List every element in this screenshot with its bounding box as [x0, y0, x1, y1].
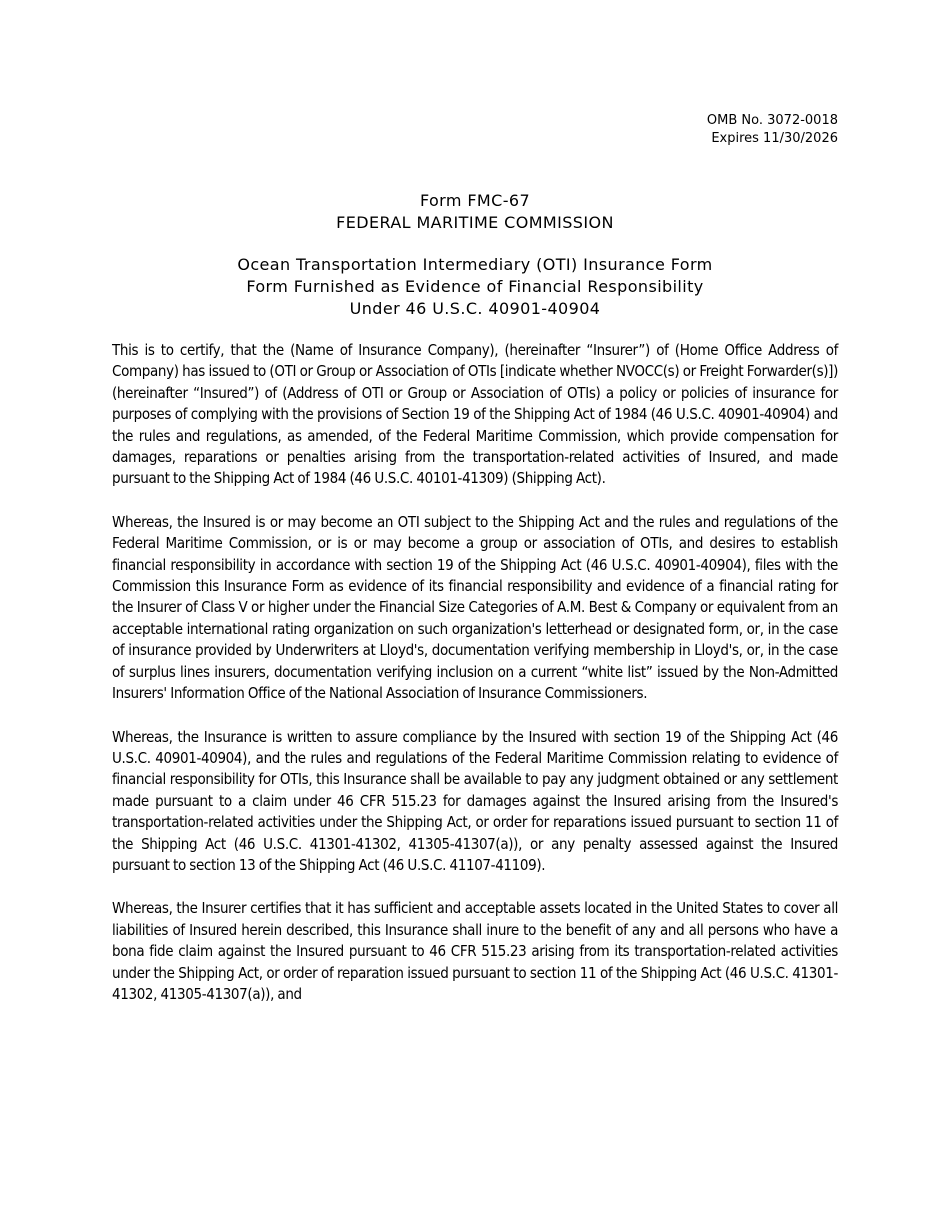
- form-title-line-2: Form Furnished as Evidence of Financial Responsibility: [246, 277, 704, 296]
- form-header: [112, 190, 838, 320]
- agency-name: FEDERAL MARITIME COMMISSION: [336, 213, 614, 232]
- form-title-line-1: Ocean Transportation Intermediary (OTI) Insurance Form: [237, 255, 713, 274]
- paragraph-whereas-insurer: Whereas, the Insurer certifies that it has sufficient and acceptable assets located in the United States to cover all liabilities of Insured herein described, this Insurance shall inure to the benefit of any and all persons who have a bona fide claim against the Insured pursuant to 46 CFR 515.23 arising from its transportation-related activities under the Shipping Act, or order of reparation issued pursuant to section 11 of the Shipping Act (46 U.S.C. 41301-41302, 41305-41307(a)), and: [112, 899, 838, 1003]
- omb-control-block: [707, 112, 838, 148]
- paragraph-whereas-insured: Whereas, the Insured is or may become an OTI subject to the Shipping Act and the rules and regulations of the Federal Maritime Commission, or is or may become a group or association of OTIs, and desires to establish financial responsibility in accordance with section 19 of the Shipping Act (46 U.S.C. 40901-40904), files with the Commission this Insurance Form as evidence of its financial responsibility and evidence of a financial rating for the Insurer of Class V or higher under the Financial Size Categories of A.M. Best & Company or equivalent from an acceptable international rating organization on such organization's letterhead or designated form, or, in the case of insurance provided by Underwriters at Lloyd's, documentation verifying membership in Lloyd's, or, in the case of surplus lines insurers, documentation verifying inclusion on a current “white list” issued by the Non-Admitted Insurers' Information Office of the National Association of Insurance Commissioners.: [112, 512, 838, 703]
- form-body: [112, 340, 838, 1027]
- omb-expiration-date: Expires 11/30/2026: [711, 131, 838, 146]
- form-title-line-3: Under 46 U.S.C. 40901-40904: [349, 299, 601, 318]
- paragraph-whereas-insurance: Whereas, the Insurance is written to assure compliance by the Insured with section 19 of the Shipping Act (46 U.S.C. 40901-40904), and the rules and regulations of the Federal Maritime Commission relating to evidence of financial responsibility for OTIs, this Insurance shall be available to pay any judgment obtained or any settlement made pursuant to a claim under 46 CFR 515.23 for damages against the Insured arising from the Insured's transportation-related activities under the Shipping Act, or order for reparations issued pursuant to section 11 of the Shipping Act (46 U.S.C. 41301-41302, 41305-41307(a)), or any penalty assessed against the Insured pursuant to section 13 of the Shipping Act (46 U.S.C. 41107-41109).: [112, 727, 838, 874]
- paragraph-certification: This is to certify, that the (Name of Insurance Company), (hereinafter “Insurer”) of (Home Office Address of Company) has issued to (OTI or Group or Association of OTIs [indicate whether NVOCC(s) or Freight Forwarder(s)]) (hereinafter “Insured”) of (Address of OTI or Group or Association of OTIs) a policy or policies of insurance for purposes of complying with the provisions of Section 19 of the Shipping Act of 1984 (46 U.S.C. 40901-40904) and the rules and regulations, as amended, of the Federal Maritime Commission, which provide compensation for damages, reparations or penalties arising from the transportation-related activities of Insured, and made pursuant to the Shipping Act of 1984 (46 U.S.C. 40101-41309) (Shipping Act).: [112, 341, 838, 488]
- form-number: Form FMC-67: [419, 191, 531, 210]
- omb-number: OMB No. 3072-0018: [706, 113, 838, 128]
